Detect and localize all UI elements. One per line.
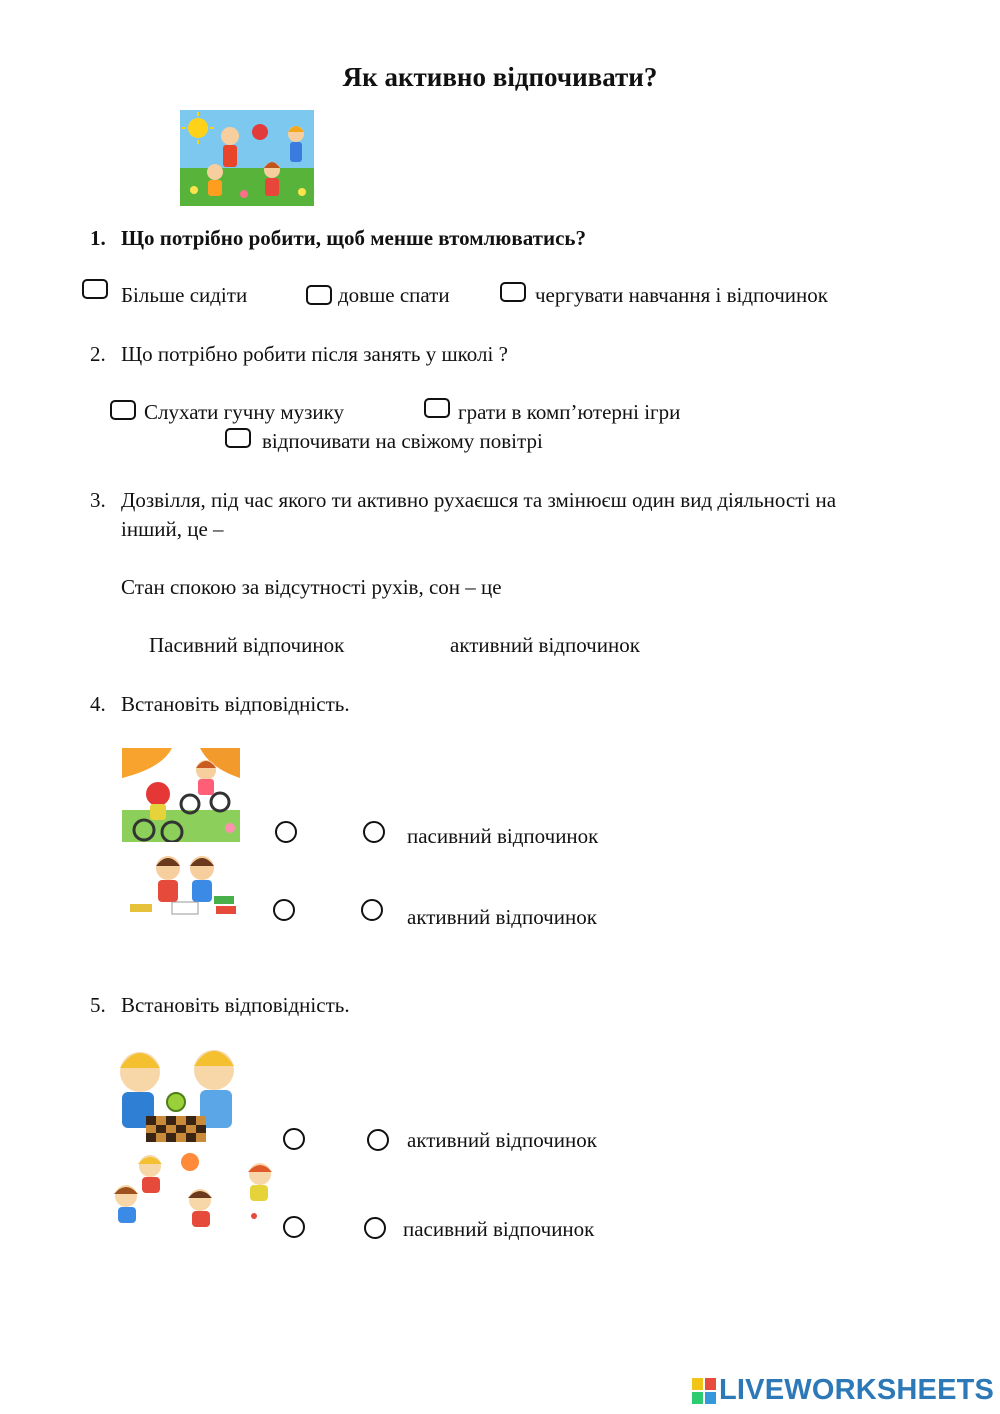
kids-playing-image — [180, 110, 314, 206]
q4-target-1: пасивний відпочинок — [407, 824, 599, 848]
q2-checkbox-2[interactable] — [424, 398, 450, 418]
kids-running-image — [104, 1150, 276, 1242]
q5-match-left-1[interactable] — [283, 1128, 305, 1150]
q3-answer-active[interactable]: активний відпочинок — [450, 633, 640, 657]
q4-match-left-1[interactable] — [275, 821, 297, 843]
question-2-text: Що потрібно робити після занять у школі ? — [121, 342, 508, 366]
q1-checkbox-2[interactable] — [306, 285, 332, 305]
q4-match-right-1[interactable] — [363, 821, 385, 843]
kids-checkers-image — [108, 1046, 246, 1146]
q4-target-2: активний відпочинок — [407, 905, 597, 929]
q2-checkbox-3[interactable] — [225, 428, 251, 448]
q5-match-right-1[interactable] — [367, 1129, 389, 1151]
liveworksheets-logo-text: LIVEWORKSHEETS — [719, 1374, 995, 1406]
question-4-text: Встановіть відповідність. — [121, 692, 350, 716]
kids-cycling-image — [122, 748, 240, 842]
q5-target-2: пасивний відпочинок — [403, 1217, 595, 1241]
q3-answer-passive[interactable]: Пасивний відпочинок — [149, 633, 345, 657]
q5-match-left-2[interactable] — [283, 1216, 305, 1238]
q1-checkbox-3[interactable] — [500, 282, 526, 302]
question-3-text-line1: Дозвілля, під час якого ти активно рухаєшся та змінюєш один вид діяльності на — [121, 488, 837, 512]
question-1-text: Що потрібно робити, щоб менше втомлюватись? — [121, 226, 586, 250]
q1-option-1: Більше сидіти — [121, 283, 248, 307]
q4-match-left-2[interactable] — [273, 899, 295, 921]
question-2-number: 2. — [90, 342, 106, 366]
q5-target-1: активний відпочинок — [407, 1128, 597, 1152]
kids-reading-image — [126, 852, 238, 924]
question-3-text2: Стан спокою за відсутності рухів, сон – це — [121, 575, 502, 599]
question-3-number: 3. — [90, 488, 106, 512]
q2-option-3: відпочивати на свіжому повітрі — [262, 429, 543, 453]
question-5-text: Встановіть відповідність. — [121, 993, 350, 1017]
q1-option-3: чергувати навчання і відпочинок — [535, 283, 828, 307]
question-4-number: 4. — [90, 692, 106, 716]
page-title: Як активно відпочивати? — [342, 62, 658, 92]
q1-checkbox-1[interactable] — [82, 279, 108, 299]
question-1-number: 1. — [90, 226, 106, 250]
question-3-text-line2: інший, це – — [121, 517, 224, 541]
q5-match-right-2[interactable] — [364, 1217, 386, 1239]
q4-match-right-2[interactable] — [361, 899, 383, 921]
q2-checkbox-1[interactable] — [110, 400, 136, 420]
liveworksheets-logo[interactable] — [692, 1374, 994, 1407]
q2-option-2: грати в комп’ютерні ігри — [458, 400, 681, 424]
q1-option-2: довше спати — [338, 283, 450, 307]
liveworksheets-logo-icon — [692, 1378, 716, 1404]
question-5-number: 5. — [90, 993, 106, 1017]
q2-option-1: Слухати гучну музику — [144, 400, 345, 424]
